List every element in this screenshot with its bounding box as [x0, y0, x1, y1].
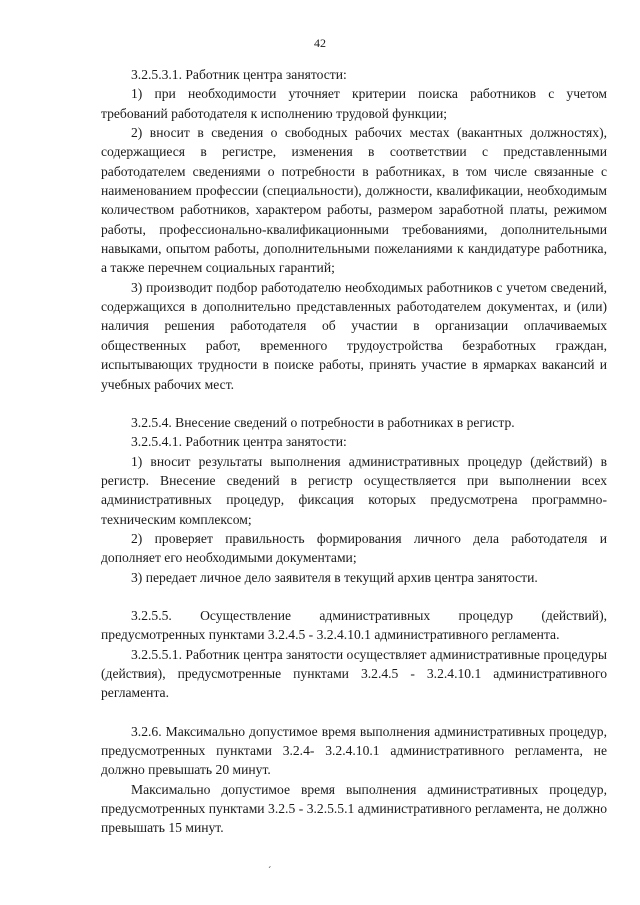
page-number: 42: [314, 36, 326, 50]
list-item-2: 2) вносит в сведения о свободных рабочих местах (вакантных должностях), содержащиеся в регистре, изменения в соответствии с представленными работодателем сведениями о потребности в работниках, в том числе связанные с наименованием профессии (специальности), должности, квалификации, необходимым количеством работников, характером работы, размером заработной платы, режимом работы, профессионально-квалификационными требованиями, дополнительными навыками, опытом работы, дополнительными пожеланиями к кандидатуре работника, а также перечнем социальных гарантий;: [101, 125, 607, 276]
list-item-1: 1) вносит результаты выполнения административных процедур (действий) в регистр. Внесение сведений в регистр осуществляется при выполнении всех административных процедур, фиксация которых предусмотрена программно-техническим комплексом;: [101, 453, 607, 527]
paragraph-3-2-5-4: 3.2.5.4. Внесение сведений о потребности в работниках в регистр.: [131, 414, 515, 430]
scan-mark: ˊ: [268, 866, 272, 877]
paragraph-time-limit: Максимально допустимое время выполнения административных процедур, предусмотренных пунктами 3.2.5 - 3.2.5.5.1 административного регламента, не должно превышать 15 минут.: [101, 781, 607, 836]
paragraph-3-2-5-4-1: 3.2.5.4.1. Работник центра занятости:: [131, 434, 347, 450]
paragraph-3-2-5-5: 3.2.5.5. Осуществление административных процедур (действий), предусмотренных пунктами 3.2.4.5 - 3.2.4.10.1 административного регламента.: [101, 607, 607, 643]
list-item-1: 1) при необходимости уточняет критерии поиска работников с учетом требований работодателя к исполнению трудовой функции;: [101, 86, 607, 121]
list-item-2: 2) проверяет правильность формирования личного дела работодателя и дополняет его необходимыми документами;: [101, 530, 607, 566]
paragraph-3-2-6: 3.2.6. Максимально допустимое время выполнения административных процедур, предусмотренных пунктами 3.2.4- 3.2.4.10.1 административного регламента, не должно превышать 20 минут.: [101, 723, 607, 778]
paragraph-gap: [101, 703, 607, 722]
list-item-3: 3) производит подбор работодателю необходимых работников с учетом сведений, содержащихся в дополнительно представленных работодателем документах, и (или) наличия решения работодателя об участии в организации оплачиваемых общественных работ, временного трудоустройства безработных граждан, испытывающих трудности в поиске работы, принять участие в ярмарках вакансий и учебных рабочих мест.: [101, 279, 607, 392]
paragraph-gap: [101, 394, 607, 413]
paragraph-3-2-5-3-1: 3.2.5.3.1. Работник центра занятости:: [131, 67, 347, 82]
document-body: [101, 65, 607, 838]
list-item-3: 3) передает личное дело заявителя в текущий архив центра занятости.: [131, 569, 538, 585]
paragraph-3-2-5-5-1: 3.2.5.5.1. Работник центра занятости осуществляет административные процедуры (действия), предусмотренные пунктами 3.2.4.5 - 3.2.4.10.1 административного регламента.: [101, 646, 607, 701]
paragraph-gap: [101, 587, 607, 606]
